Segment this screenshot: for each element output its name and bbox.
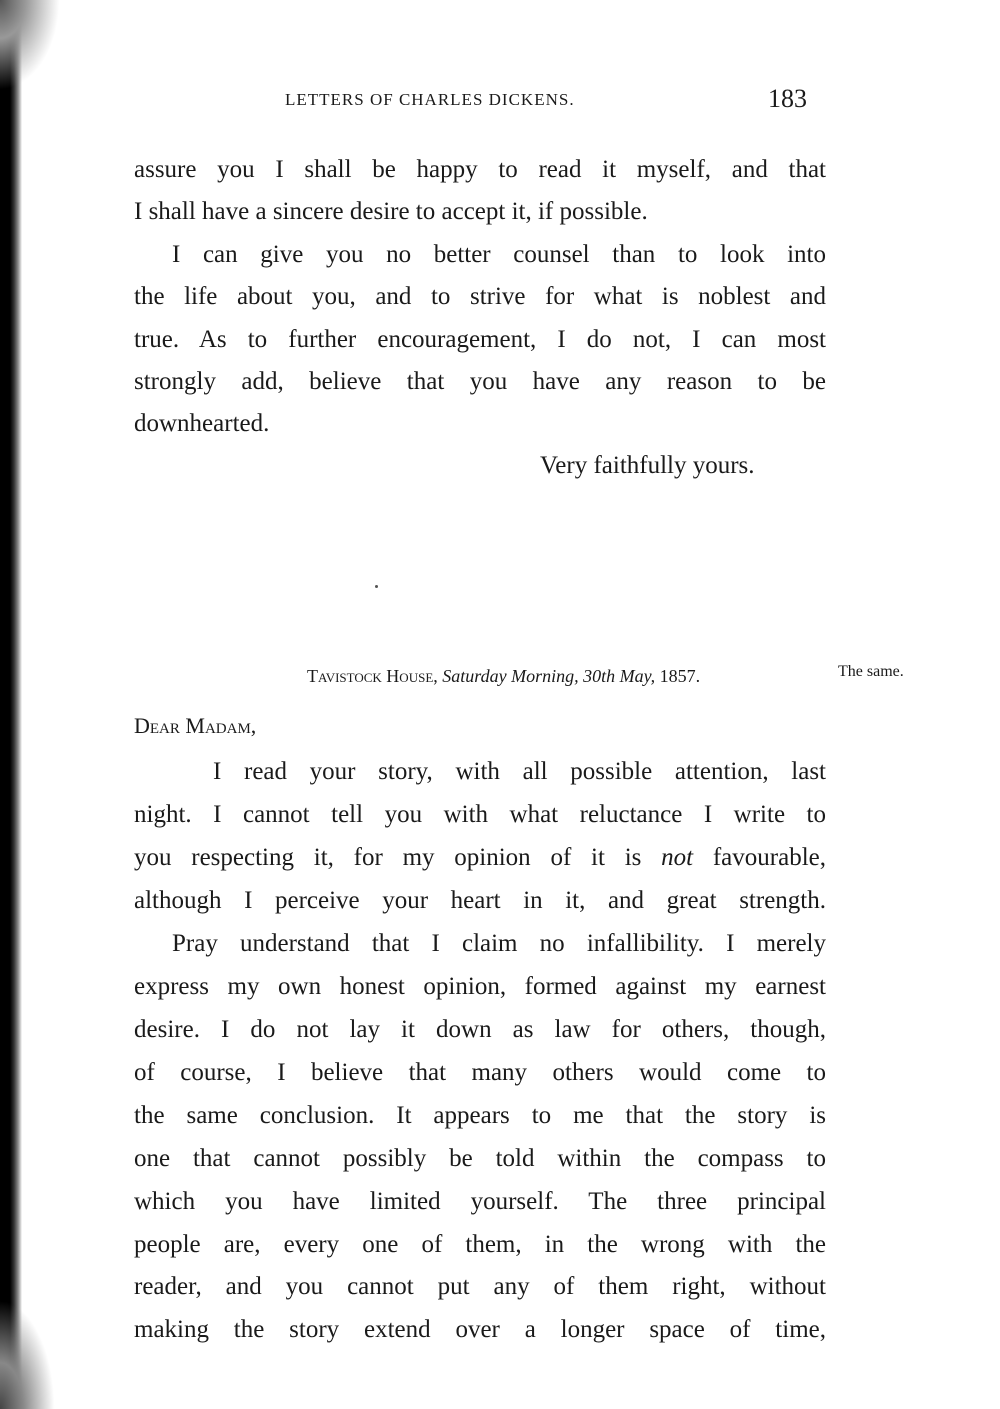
margin-note: The same. bbox=[838, 663, 904, 680]
text-line: downhearted. bbox=[134, 410, 270, 437]
text-line: the same conclusion. It appears to me that the story is bbox=[134, 1102, 826, 1129]
text-line: night. I cannot tell you with what reluctance I write to bbox=[134, 801, 826, 828]
text-segment: favourable, bbox=[712, 844, 826, 871]
text-line: I can give you no better counsel than to look into bbox=[172, 241, 826, 268]
text-line: I read your story, with all possible attention, last bbox=[213, 758, 826, 785]
text-line: desire. I do not lay it down as law for others, though, bbox=[134, 1016, 826, 1043]
print-speck bbox=[375, 585, 378, 588]
dateline-date: 30th May, bbox=[583, 666, 656, 686]
page-binding-shadow-top bbox=[0, 0, 60, 90]
text-line: express my own honest opinion, formed against my earnest bbox=[134, 973, 826, 1000]
text-segment: you respecting it, for my opinion of it is bbox=[134, 844, 642, 871]
text-line: Pray understand that I claim no infallibility. I merely bbox=[172, 930, 826, 957]
text-line: one that cannot possibly be told within the compass to bbox=[134, 1145, 826, 1172]
text-line: making the story extend over a longer space of time, bbox=[134, 1316, 826, 1343]
text-line: true. As to further encouragement, I do not, I can most bbox=[134, 326, 826, 353]
page-number: 183 bbox=[768, 84, 807, 113]
letter-dateline bbox=[307, 666, 700, 687]
text-line: although I perceive your heart in it, and great strength. bbox=[134, 887, 826, 914]
text-line: assure you I shall be happy to read it myself, and that bbox=[134, 156, 826, 183]
text-line bbox=[134, 843, 826, 873]
text-line: the life about you, and to strive for what is noblest and bbox=[134, 283, 826, 310]
text-line: reader, and you cannot put any of them right, without bbox=[134, 1273, 826, 1300]
dateline-place: Tavistock House, bbox=[307, 666, 438, 686]
text-line: of course, I believe that many others would come to bbox=[134, 1059, 826, 1086]
emphasis-text: not bbox=[661, 844, 694, 871]
dateline-day: Saturday Morning, bbox=[442, 666, 579, 686]
text-line: people are, every one of them, in the wrong with the bbox=[134, 1231, 826, 1258]
dateline-year: 1857. bbox=[659, 666, 701, 686]
letter-salutation: Dear Madam, bbox=[134, 713, 257, 738]
text-line: I shall have a sincere desire to accept it, if possible. bbox=[134, 198, 648, 225]
text-line: which you have limited yourself. The three principal bbox=[134, 1188, 826, 1215]
text-line: strongly add, believe that you have any reason to be bbox=[134, 368, 826, 395]
letter-closing: Very faithfully yours. bbox=[540, 452, 755, 479]
page-binding-shadow-bottom bbox=[0, 1300, 55, 1409]
page-binding-shadow bbox=[0, 0, 22, 1409]
running-header: LETTERS OF CHARLES DICKENS. bbox=[285, 90, 575, 109]
